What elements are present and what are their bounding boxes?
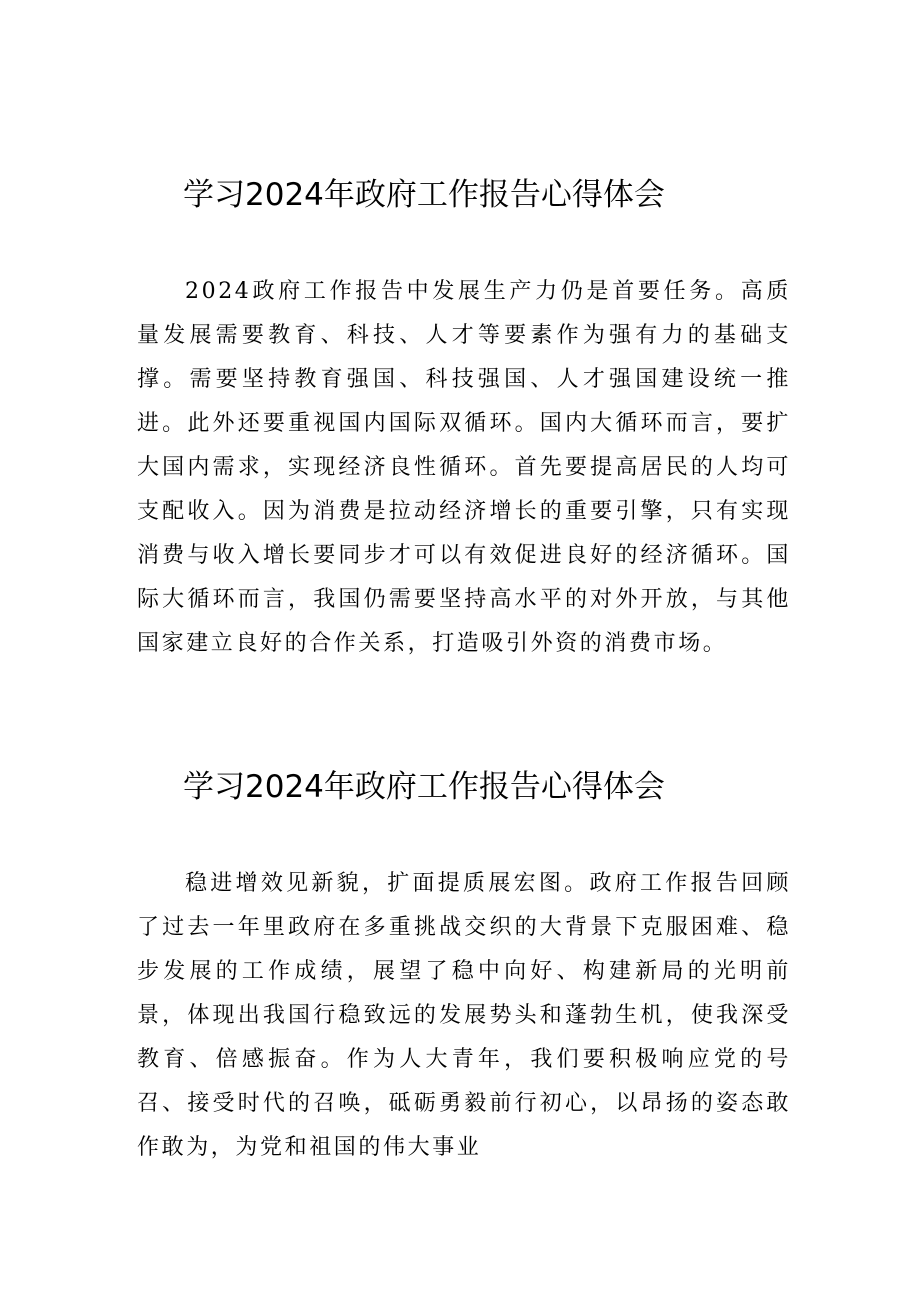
section-title: 学习2024年政府工作报告心得体会 [183, 177, 665, 213]
section-paragraph: 稳进增效见新貌，扩面提质展宏图。政府工作报告回顾了过去一年里政府在多重挑战交织的大背景下克服困难、稳步发展的工作成绩，展望了稳中向好、构建新局的光明前景，体现出我国行稳致远的发展势头和蓬勃生机，使我深受教育、倍感振奋。作为人大青年，我们要积极响应党的号召、接受时代的召唤，砥砺勇毅前行初心，以昂扬的姿态敢作敢为，为党和祖国的伟大事业 [137, 871, 791, 1160]
section-title: 学习2024年政府工作报告心得体会 [183, 769, 665, 805]
section-paragraph: 2024政府工作报告中发展生产力仍是首要任务。高质量发展需要教育、科技、人才等要素作为强有力的基础支撑。需要坚持教育强国、科技强国、人才强国建设统一推进。此外还要重视国内国际双循环。国内大循环而言，要扩大国内需求，实现经济良性循环。首先要提高居民的人均可支配收入。因为消费是拉动经济增长的重要引擎，只有实现消费与收入增长要同步才可以有效促进良好的经济循环。国际大循环而言，我国仍需要坚持高水平的对外开放，与其他国家建立良好的合作关系，打造吸引外资的消费市场。 [137, 279, 791, 656]
